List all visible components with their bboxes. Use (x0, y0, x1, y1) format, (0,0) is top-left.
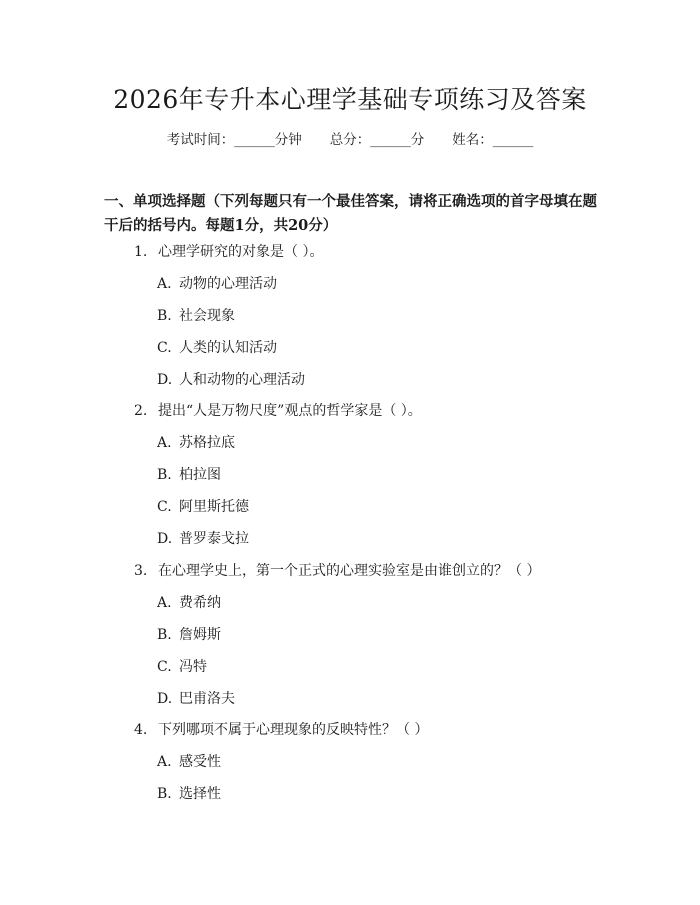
option-text: 动物的心理活动 (179, 276, 277, 292)
option (157, 370, 305, 390)
student-name: 姓名：______ (452, 132, 534, 148)
question-text: 下列哪项不属于心理现象的反映特性？（ ） (158, 722, 429, 738)
option-text: 阿里斯托德 (179, 499, 249, 515)
option-letter: B. (157, 308, 172, 324)
option (157, 752, 221, 772)
option-text: 感受性 (179, 754, 221, 770)
option-text: 柏拉图 (179, 467, 221, 483)
question-3 (134, 561, 540, 581)
option-letter: A. (157, 595, 172, 611)
option-letter: C. (157, 659, 172, 675)
option-letter: D. (157, 372, 173, 388)
option (157, 338, 277, 358)
option (157, 689, 235, 709)
question-4 (134, 720, 428, 740)
option-text: 普罗泰戈拉 (179, 531, 249, 547)
option-text: 人类的认知活动 (179, 340, 277, 356)
option-letter: B. (157, 786, 172, 802)
document-title: 2026年专升本心理学基础专项练习及答案 (113, 85, 587, 114)
option (157, 625, 221, 645)
option-text: 巴甫洛夫 (179, 691, 235, 707)
option (157, 784, 221, 804)
option-letter: C. (157, 340, 172, 356)
option-letter: A. (157, 754, 172, 770)
question-number: 2. (134, 403, 148, 419)
option (157, 593, 221, 613)
option (157, 465, 221, 485)
option (157, 306, 235, 326)
option-letter: C. (157, 499, 172, 515)
option-text: 人和动物的心理活动 (179, 372, 305, 388)
option-letter: A. (157, 435, 172, 451)
question-number: 1. (134, 244, 148, 260)
question-number: 3. (134, 563, 148, 579)
option-text: 苏格拉底 (179, 435, 235, 451)
option-letter: B. (157, 467, 172, 483)
option-text: 费希纳 (179, 595, 221, 611)
option-text: 冯特 (179, 659, 207, 675)
section-heading: 一、单项选择题（下列每题只有一个最佳答案，请将正确选项的首字母填在题干后的括号内。每题1分，共20分） (104, 193, 597, 234)
option (157, 529, 249, 549)
exam-meta (0, 130, 700, 150)
question-text: 心理学研究的对象是（ ）。 (158, 244, 324, 260)
question-1 (134, 242, 323, 262)
option-letter: A. (157, 276, 172, 292)
question-text: 在心理学史上，第一个正式的心理实验室是由谁创立的？（ ） (158, 563, 541, 579)
exam-time: 考试时间：______分钟 (166, 132, 302, 148)
option (157, 433, 235, 453)
question-2 (134, 401, 422, 421)
question-number: 4. (134, 722, 148, 738)
total-score: 总分：______分 (329, 132, 425, 148)
option (157, 274, 277, 294)
option-letter: B. (157, 627, 172, 643)
option (157, 497, 249, 517)
question-text: 提出“人是万物尺度”观点的哲学家是（ ）。 (158, 403, 422, 419)
option-text: 选择性 (179, 786, 221, 802)
option (157, 657, 207, 677)
option-letter: D. (157, 691, 173, 707)
option-text: 社会现象 (179, 308, 235, 324)
option-letter: D. (157, 531, 173, 547)
option-text: 詹姆斯 (179, 627, 221, 643)
